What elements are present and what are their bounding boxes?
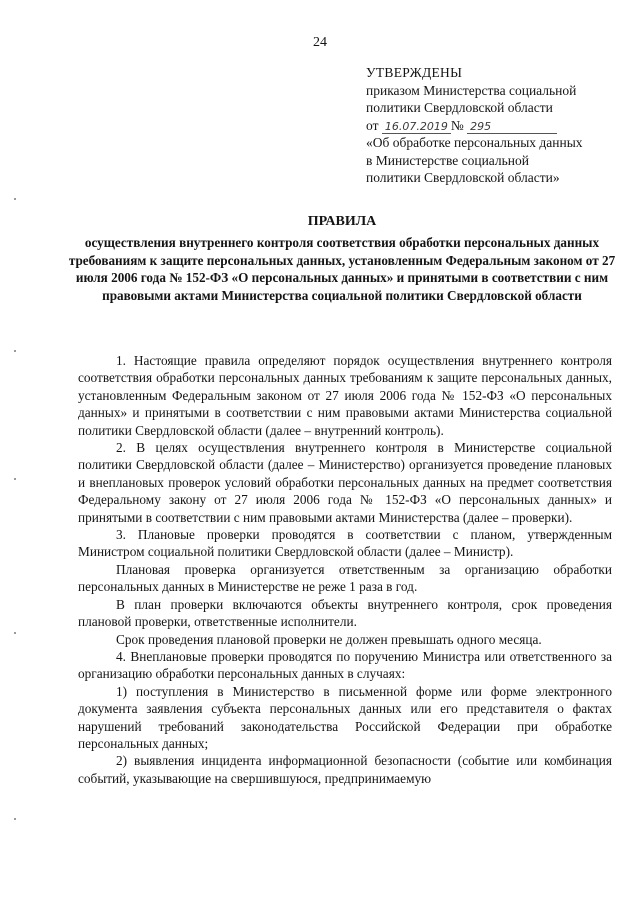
paragraph: 4. Внеплановые проверки проводятся по поручению Министра или ответственного за организацию обработки персональных данных в случаях: <box>78 648 612 682</box>
document-header <box>66 212 618 304</box>
paragraph: Срок проведения плановой проверки не должен превышать одного месяца. <box>116 631 542 647</box>
handwritten-number: 295 <box>467 121 557 134</box>
number-prefix: № <box>450 117 464 133</box>
date-prefix: от <box>366 117 379 133</box>
paragraph: 1) поступления в Министерство в письменной форме или форме электронного документа заявления субъекта персональных данных или его представителя о фактах нарушений требований законодательства Российской Федерации при обработке персональных данных; <box>78 683 612 751</box>
handwritten-date: 16.07.2019 <box>382 121 451 134</box>
scan-mark <box>14 478 16 480</box>
paragraph: 3. Плановые проверки проводятся в соответствии с планом, утвержденным Министром социальной политики Свердловской области (далее – Министр). <box>78 527 612 560</box>
scan-mark <box>14 818 16 820</box>
approval-block <box>366 64 628 187</box>
order-title-line: политики Свердловской области» <box>366 170 560 185</box>
approval-line: политики Свердловской области <box>366 100 553 115</box>
document-body <box>78 352 612 787</box>
paragraph: В план проверки включаются объекты внутреннего контроля, срок проведения плановой проверки, ответственные исполнители. <box>78 596 612 630</box>
order-title-line: «Об обработке персональных данных <box>366 135 583 150</box>
approval-heading: УТВЕРЖДЕНЫ <box>366 65 463 80</box>
document-title: ПРАВИЛА <box>307 214 377 229</box>
scan-mark <box>14 350 16 352</box>
paragraph: 2) выявления инцидента информационной безопасности (событие или комбинация событий, указывающие на свершившуюся, предпринимаемую <box>78 753 612 786</box>
order-title-line: в Министерстве социальной <box>366 152 530 168</box>
paragraph: 2. В целях осуществления внутреннего контроля в Министерстве социальной политики Свердловской области (далее – Министерство) организуется проведение плановых и внеплановых проверок условий обработки персональных данных на предмет соответствия Федеральному закону от 27 июля 2006 года № 152-ФЗ «О персональных данных» и принятыми в соответствии с ним правовыми актами Министерства (далее – проверки). <box>78 440 612 525</box>
paragraph: Плановая проверка организуется ответственным за организацию обработки персональных данных в Министерстве не реже 1 раза в год. <box>78 561 612 595</box>
page-number: 24 <box>313 35 327 50</box>
paragraph: 1. Настоящие правила определяют порядок осуществления внутреннего контроля соответствия обработки персональных данных требованиям к защите персональных данных, установленным Федеральным законом от 27 июля 2006 года № 152-ФЗ «О персональных данных» и принятыми в соответствии с ним правовыми актами Министерства социальной политики Свердловской области (далее – внутренний контроль). <box>78 353 612 438</box>
approval-line: приказом Министерства социальной <box>366 82 577 98</box>
approval-date-line <box>366 117 628 135</box>
document-subtitle: осуществления внутреннего контроля соответствия обработки персональных данных требованиям к защите персональных данных, установленным Федеральным законом от 27 июля 2006 года № 152-ФЗ «О персональных данных» и принятыми в соответствии с ним правовыми актами Министерства социальной политики Свердловской области <box>68 235 616 303</box>
scan-mark <box>14 198 16 200</box>
scan-mark <box>14 632 16 634</box>
